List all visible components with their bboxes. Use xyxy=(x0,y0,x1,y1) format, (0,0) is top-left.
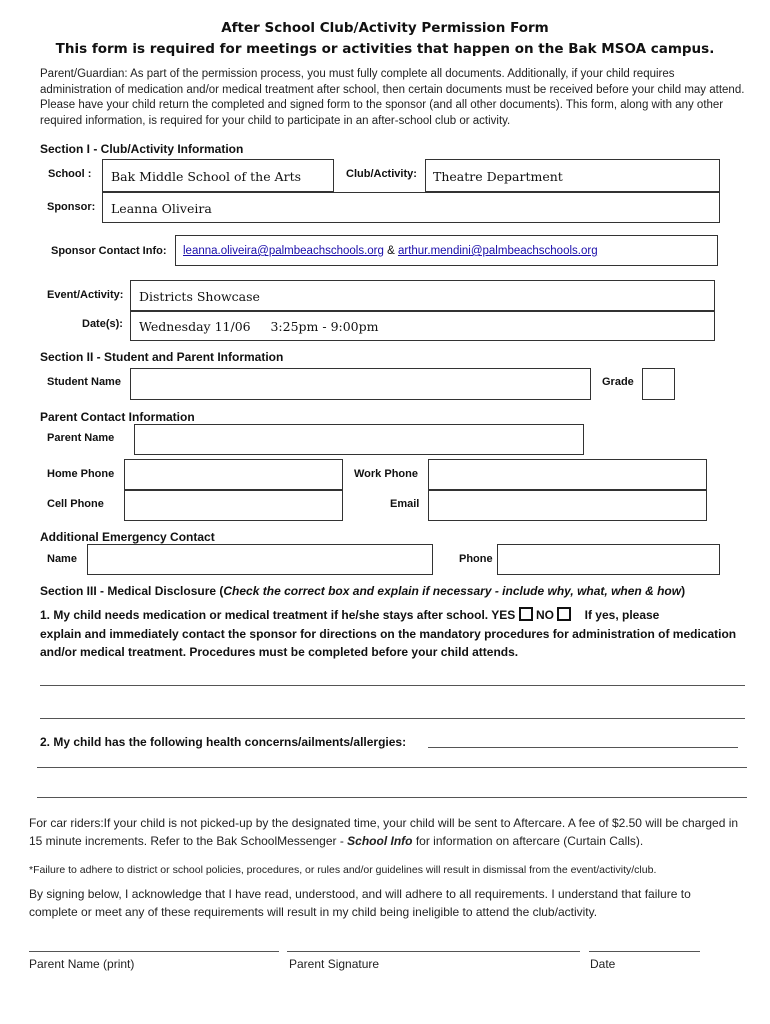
cell-phone-input[interactable] xyxy=(124,490,343,521)
section-1-heading: Section I - Club/Activity Information xyxy=(40,142,244,156)
student-name-input[interactable] xyxy=(130,368,591,400)
parent-contact-heading: Parent Contact Information xyxy=(40,410,195,424)
event-value: Districts Showcase xyxy=(139,289,260,304)
contact-separator: & xyxy=(383,245,398,257)
parent-name-signature-line[interactable] xyxy=(29,951,279,952)
question-2-text: 2. My child has the following health concerns/ailments/allergies: xyxy=(40,735,407,749)
school-value: Bak Middle School of the Arts xyxy=(111,169,302,184)
grade-input[interactable] xyxy=(642,368,675,400)
cell-phone-label: Cell Phone xyxy=(47,498,104,510)
club-label: Club/Activity: xyxy=(346,168,417,180)
emergency-phone-input[interactable] xyxy=(497,544,720,575)
email-label: Email xyxy=(390,498,420,510)
car-riders-text-1: For car riders:If your child is not picked-up by the designated time, your child will be sent to Aftercare. A fee of $2.50 will be charged in 15 minute increments. Refer to the Bak SchoolMessenger - xyxy=(29,816,739,848)
answer-line-4[interactable] xyxy=(37,797,747,798)
sponsor-email-link-2[interactable]: arthur.mendini@palmbeachschools.org xyxy=(397,245,598,257)
section-3-heading-bold: Section III - Medical Disclosure ( xyxy=(40,584,224,598)
answer-line-1[interactable] xyxy=(40,685,745,686)
form-title: After School Club/Activity Permission Form xyxy=(221,20,549,36)
emergency-name-label: Name xyxy=(47,553,77,565)
dates-label: Date(s): xyxy=(82,318,123,330)
question-1-text: 1. My child needs medication or medical treatment if he/she stays after school. YES xyxy=(40,608,516,622)
answer-line-2[interactable] xyxy=(40,718,745,719)
question-1-if-yes: If yes, please xyxy=(584,608,660,622)
sponsor-value: Leanna Oliveira xyxy=(111,201,212,216)
failure-note: *Failure to adhere to district or school policies, procedures, or rules and/or guidelines will result in dismissal from the event/activity/club. xyxy=(29,864,657,876)
home-phone-label: Home Phone xyxy=(47,468,115,480)
club-value: Theatre Department xyxy=(433,169,563,184)
acknowledgement-text: By signing below, I acknowledge that I have read, understood, and will adhere to all requirements. I understand that failure to complete or meet any of these requirements will result in my child being ineligible to attend the club/activity. xyxy=(29,887,691,919)
email-input[interactable] xyxy=(428,490,707,521)
parent-signature-line[interactable] xyxy=(287,951,580,952)
school-info-emphasis: School Info xyxy=(347,834,413,848)
work-phone-label: Work Phone xyxy=(354,468,418,480)
grade-label: Grade xyxy=(602,376,634,388)
event-field[interactable] xyxy=(130,280,715,311)
sponsor-contact-label: Sponsor Contact Info: xyxy=(51,245,167,257)
school-label: School : xyxy=(48,168,92,180)
parent-name-input[interactable] xyxy=(134,424,584,455)
no-label: NO xyxy=(535,608,554,622)
sponsor-field[interactable] xyxy=(102,192,720,223)
club-field[interactable] xyxy=(425,159,720,192)
question-1-instructions: explain and immediately contact the sponsor for directions on the mandatory procedures for administration of medication and/or medical treatment. Procedures must be completed before your child attends. xyxy=(40,627,737,659)
event-label: Event/Activity: xyxy=(47,289,124,301)
yes-checkbox[interactable] xyxy=(519,607,533,621)
emergency-name-input[interactable] xyxy=(87,544,433,575)
section-2-heading: Section II - Student and Parent Information xyxy=(40,350,284,364)
sponsor-email-link-1[interactable]: leanna.oliveira@palmbeachschools.org xyxy=(183,245,384,257)
sponsor-label: Sponsor: xyxy=(47,201,96,213)
form-subtitle: This form is required for meetings or activities that happen on the Bak MSOA campus. xyxy=(55,41,715,57)
dates-value: Wednesday 11/06 3:25pm - 9:00pm xyxy=(139,319,379,334)
section-3-heading xyxy=(40,584,685,598)
dates-field[interactable] xyxy=(130,311,715,341)
section-3-heading-italic: Check the correct box and explain if necessary - include why, what, when & how xyxy=(223,584,682,598)
intro-paragraph: Parent/Guardian: As part of the permission process, you must fully complete all documents. Additionally, if your child requires administration of medication and/or medical treatment after school, then certain documents must be received before your child may attend. Please have your child return the completed and signed form to the sponsor (and all other documents). This form, along with any other required information, is required for your child to participate in an after-school club or activity. xyxy=(40,68,745,127)
parent-name-print-label: Parent Name (print) xyxy=(29,957,135,971)
car-riders-note xyxy=(29,814,744,850)
date-label: Date xyxy=(590,957,616,971)
sponsor-contact-field[interactable] xyxy=(175,235,718,266)
parent-name-label: Parent Name xyxy=(47,432,115,444)
emergency-phone-label: Phone xyxy=(459,553,493,565)
home-phone-input[interactable] xyxy=(124,459,343,490)
student-name-label: Student Name xyxy=(47,376,121,388)
car-riders-text-2: for information on aftercare (Curtain Calls). xyxy=(412,834,644,848)
date-signature-line[interactable] xyxy=(589,951,700,952)
question-1-line-1 xyxy=(40,606,740,624)
answer-line-3[interactable] xyxy=(37,767,747,768)
parent-signature-label: Parent Signature xyxy=(289,957,380,971)
emergency-contact-heading: Additional Emergency Contact xyxy=(40,530,215,544)
question-2 xyxy=(40,733,740,751)
question-2-inline-line[interactable] xyxy=(428,747,738,748)
no-checkbox[interactable] xyxy=(557,607,571,621)
work-phone-input[interactable] xyxy=(428,459,707,490)
school-field[interactable] xyxy=(102,159,334,192)
section-3-heading-end: ) xyxy=(681,584,686,598)
